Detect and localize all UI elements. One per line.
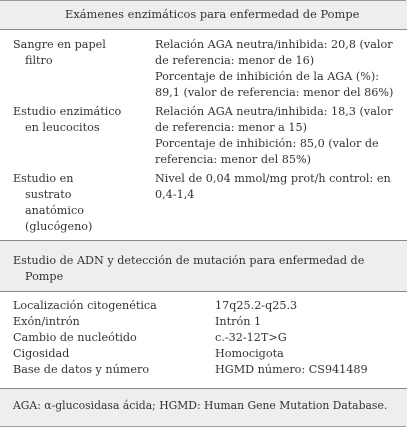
enzyme-row-3-label-4: (glucógeno) <box>25 220 93 233</box>
dna-row-value: Intrón 1 <box>215 315 262 328</box>
enzyme-row-3-label-1: Estudio en <box>13 172 74 185</box>
table-title: Exámenes enzimáticos para enfermedad de Pompe <box>65 7 360 21</box>
enzyme-row-2-value-2: de referencia: menor a 15) <box>155 121 307 134</box>
dna-row-label: Exón/intrón <box>13 315 80 328</box>
footnote: AGA: α-glucosidasa ácida; HGMD: Human Gene Mutation Database. <box>13 399 388 412</box>
enzyme-row-1-value-1: Relación AGA neutra/inhibida: 20,8 (valor <box>155 38 393 51</box>
dna-row-label: Base de datos y número <box>13 363 150 376</box>
dna-row-label: Localización citogenética <box>13 299 157 312</box>
title-rule <box>0 29 407 30</box>
dna-heading-line-1: Estudio de ADN y detección de mutación para enfermedad de <box>13 254 365 267</box>
dna-row-value: c.-32-12T>G <box>215 331 287 344</box>
dna-row-value: HGMD número: CS941489 <box>215 363 368 376</box>
enzyme-row-3-value-2: 0,4-1,4 <box>155 188 195 201</box>
enzyme-row-3-label-3: anatómico <box>25 204 84 217</box>
enzyme-row-2-label-2: en leucocitos <box>25 121 100 134</box>
enzyme-row-1-value-4: 89,1 (valor de referencia: menor del 86%) <box>155 86 394 99</box>
enzyme-row-2-value-3: Porcentaje de inhibición: 85,0 (valor de <box>155 137 379 150</box>
enzyme-row-1-label-1: Sangre en papel <box>13 38 106 51</box>
enzyme-row-2-value-4: referencia: menor del 85%) <box>155 153 311 166</box>
enzyme-row-1-label-2: filtro <box>25 54 53 67</box>
enzyme-row-1-value-2: de referencia: menor de 16) <box>155 54 315 67</box>
dna-heading-line-2: Pompe <box>25 270 64 283</box>
enzyme-row-2-label-1: Estudio enzimático <box>13 105 122 118</box>
enzyme-row-3-label-2: sustrato <box>25 188 72 201</box>
dna-row-label: Cambio de nucleótido <box>13 331 137 344</box>
enzyme-row-1-value-3: Porcentaje de inhibición de la AGA (%): <box>155 70 379 83</box>
dna-heading-rule <box>0 291 407 292</box>
dna-row-value: 17q25.2-q25.3 <box>215 299 298 312</box>
enzyme-row-3-value-1: Nivel de 0,04 mmol/mg prot/h control: en <box>155 172 391 185</box>
enzyme-row-2-value-1: Relación AGA neutra/inhibida: 18,3 (valor <box>155 105 393 118</box>
dna-row-label: Cigosidad <box>13 347 70 360</box>
dna-row-value: Homocigota <box>215 347 284 360</box>
